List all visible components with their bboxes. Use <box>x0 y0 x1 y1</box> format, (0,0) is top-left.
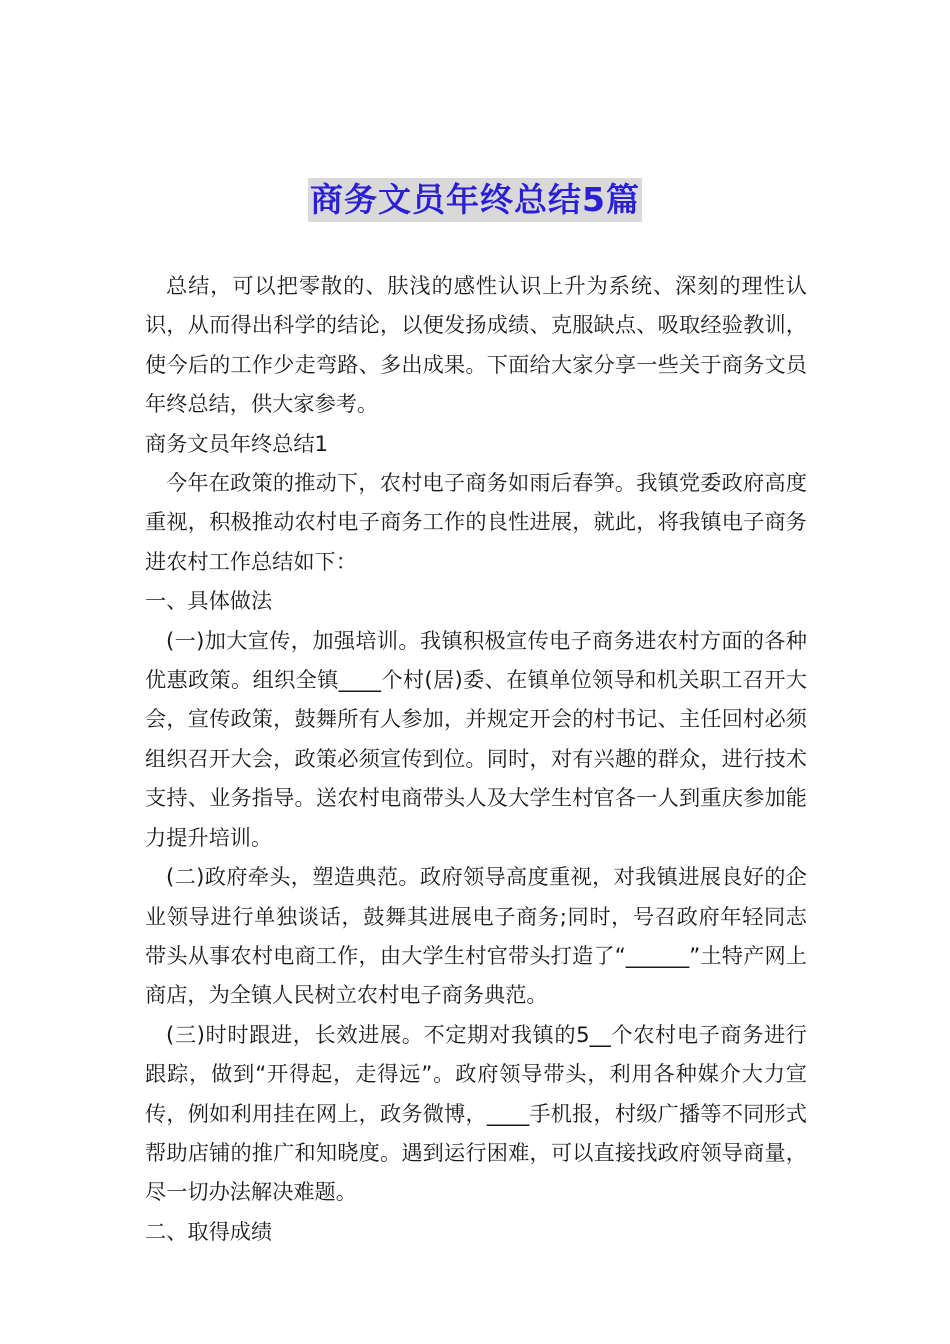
intro-paragraph: 总结，可以把零散的、肤浅的感性认识上升为系统、深刻的理性认识，从而得出科学的结论，以便发扬成绩、克服缺点、吸取经验教训，使今后的工作少走弯路、多出成果。下面给大家分享一些关于商务文员年终总结，供大家参考。 <box>145 273 807 417</box>
document-title: 商务文员年终总结5篇 <box>308 178 642 222</box>
section-heading-summary-1: 商务文员年终总结1 <box>145 430 328 456</box>
document-body <box>145 266 807 1251</box>
method-2-paragraph: (二)政府牵头，塑造典范。政府领导高度重视，对我镇进展良好的企业领导进行单独谈话，鼓舞其进展电子商务;同时，号召政府年轻同志带头从事农村电商工作，由大学生村官带头打造了“______”土特产网上商店，为全镇人民树立农村电子商务典范。 <box>145 864 807 1008</box>
subheading-specific-methods: 一、具体做法 <box>145 588 273 614</box>
method-1-paragraph: (一)加大宣传，加强培训。我镇积极宣传电子商务进农村方面的各种优惠政策。组织全镇____个村(居)委、在镇单位领导和机关职工召开大会，宣传政策，鼓舞所有人参加，并规定开会的村书记、主任回村必须组织召开大会，政策必须宣传到位。同时，对有兴趣的群众，进行技术支持、业务指导。送农村电商带头人及大学生村官各一人到重庆参加能力提升培训。 <box>145 627 807 850</box>
summary-1-intro-paragraph: 今年在政策的推动下，农村电子商务如雨后春笋。我镇党委政府高度重视，积极推动农村电子商务工作的良性进展，就此，将我镇电子商务进农村工作总结如下： <box>145 470 807 574</box>
title-container <box>0 178 950 222</box>
method-3-paragraph: (三)时时跟进，长效进展。不定期对我镇的5__个农村电子商务进行跟踪，做到“开得起，走得远”。政府领导带头，利用各种媒介大力宣传，例如利用挂在网上，政务微博，____手机报，村级广播等不同形式帮助店铺的推广和知晓度。遇到运行困难，可以直接找政府领导商量，尽一切办法解决难题。 <box>145 1021 807 1205</box>
subheading-achievements: 二、取得成绩 <box>145 1218 273 1244</box>
